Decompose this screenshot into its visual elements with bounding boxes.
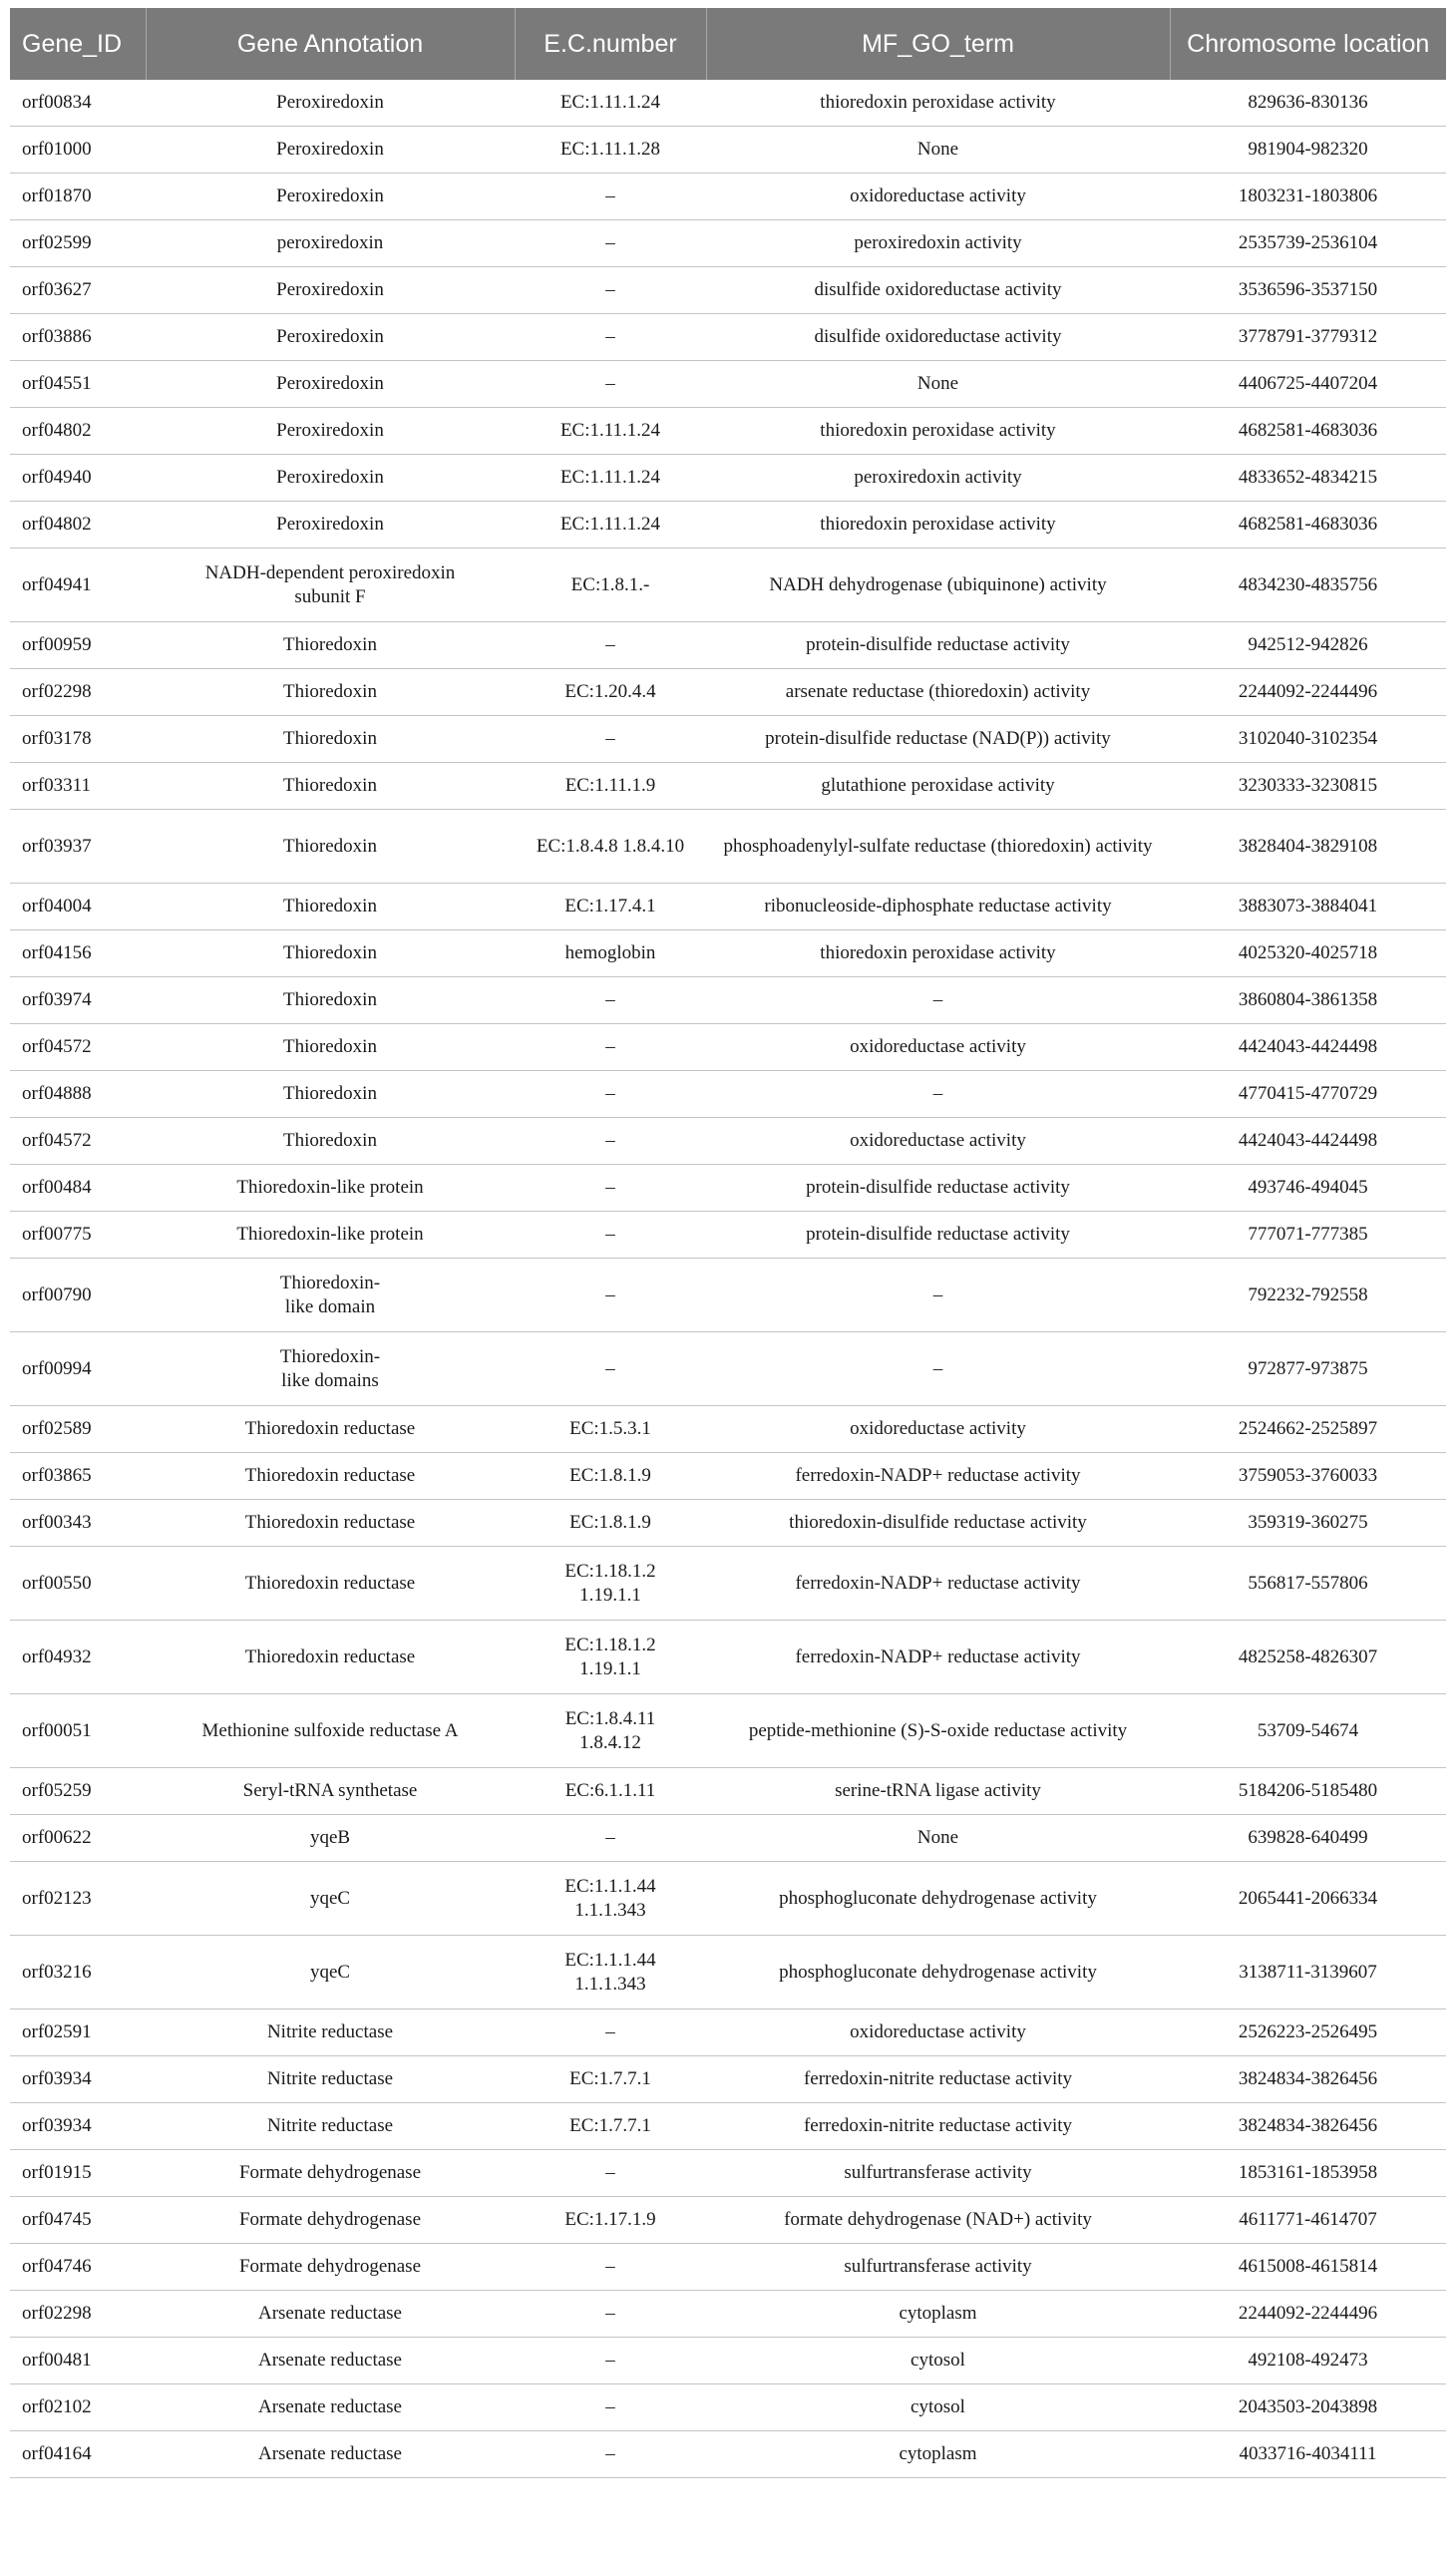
gene-annotation-cell: Thioredoxin reductase — [146, 1621, 515, 1694]
ec-number-cell: – — [515, 977, 706, 1024]
ec-number-cell: EC:1.18.1.2 1.19.1.1 — [515, 1547, 706, 1621]
chromosome-location-cell: 493746-494045 — [1170, 1165, 1446, 1212]
mf-go-term-cell: ferredoxin-NADP+ reductase activity — [706, 1453, 1170, 1500]
chromosome-location-cell: 3828404-3829108 — [1170, 810, 1446, 884]
table-row — [10, 220, 1446, 267]
gene-annotation-cell: Peroxiredoxin — [146, 408, 515, 455]
ec-number-cell: – — [515, 267, 706, 314]
table-row — [10, 930, 1446, 977]
table-row — [10, 267, 1446, 314]
chromosome-location-cell: 359319-360275 — [1170, 1500, 1446, 1547]
ec-number-cell: EC:1.11.1.24 — [515, 80, 706, 127]
gene-id-cell: orf03974 — [10, 977, 146, 1024]
mf-go-term-cell: thioredoxin peroxidase activity — [706, 80, 1170, 127]
gene-id-cell: orf01870 — [10, 174, 146, 220]
ec-number-cell: EC:1.8.1.- — [515, 549, 706, 622]
mf-go-term-cell: cytoplasm — [706, 2291, 1170, 2338]
gene-annotation-cell: Thioredoxin reductase — [146, 1406, 515, 1453]
gene-table-container — [10, 8, 1446, 2478]
chromosome-location-cell: 4682581-4683036 — [1170, 502, 1446, 549]
gene-id-cell: orf00622 — [10, 1815, 146, 1862]
chromosome-location-cell: 942512-942826 — [1170, 622, 1446, 669]
ec-number-cell: EC:1.1.1.44 1.1.1.343 — [515, 1936, 706, 2010]
gene-annotation-cell: Formate dehydrogenase — [146, 2244, 515, 2291]
mf-go-term-cell: ferredoxin-nitrite reductase activity — [706, 2103, 1170, 2150]
chromosome-location-cell: 3778791-3779312 — [1170, 314, 1446, 361]
gene-annotation-cell: Thioredoxin-like protein — [146, 1212, 515, 1259]
gene-annotation-cell: Peroxiredoxin — [146, 314, 515, 361]
gene-annotation-cell: Seryl-tRNA synthetase — [146, 1768, 515, 1815]
gene-id-cell: orf00484 — [10, 1165, 146, 1212]
gene-annotation-cell: yqeC — [146, 1862, 515, 1936]
mf-go-term-cell: – — [706, 1259, 1170, 1332]
ec-number-cell: – — [515, 2338, 706, 2384]
gene-id-cell: orf00994 — [10, 1332, 146, 1406]
gene-id-cell: orf04888 — [10, 1071, 146, 1118]
mf-go-term-cell: glutathione peroxidase activity — [706, 763, 1170, 810]
gene-id-cell: orf04802 — [10, 502, 146, 549]
mf-go-term-cell: cytosol — [706, 2384, 1170, 2431]
chromosome-location-cell: 981904-982320 — [1170, 127, 1446, 174]
ec-number-cell: – — [515, 2431, 706, 2478]
gene-id-cell: orf00550 — [10, 1547, 146, 1621]
gene-annotation-cell: Thioredoxin reductase — [146, 1500, 515, 1547]
chromosome-location-cell: 2526223-2526495 — [1170, 2010, 1446, 2056]
gene-id-cell: orf04745 — [10, 2197, 146, 2244]
table-row — [10, 1500, 1446, 1547]
gene-annotation-cell: Arsenate reductase — [146, 2338, 515, 2384]
ec-number-cell: – — [515, 1815, 706, 1862]
chromosome-location-cell: 5184206-5185480 — [1170, 1768, 1446, 1815]
gene-id-cell: orf02102 — [10, 2384, 146, 2431]
chromosome-location-cell: 792232-792558 — [1170, 1259, 1446, 1332]
table-row — [10, 1768, 1446, 1815]
mf-go-term-cell: peptide-methionine (S)-S-oxide reductase activity — [706, 1694, 1170, 1768]
gene-annotation-cell: Nitrite reductase — [146, 2010, 515, 2056]
table-row — [10, 1936, 1446, 2010]
ec-number-cell: – — [515, 1259, 706, 1332]
ec-number-cell: EC:1.11.1.28 — [515, 127, 706, 174]
ec-number-cell: – — [515, 1212, 706, 1259]
gene-annotation-cell: Peroxiredoxin — [146, 127, 515, 174]
header-ec-number: E.C.number — [515, 8, 706, 80]
gene-annotation-cell: Thioredoxin- like domains — [146, 1332, 515, 1406]
gene-id-cell: orf00051 — [10, 1694, 146, 1768]
table-row — [10, 669, 1446, 716]
chromosome-location-cell: 972877-973875 — [1170, 1332, 1446, 1406]
ec-number-cell: – — [515, 1024, 706, 1071]
ec-number-cell: – — [515, 622, 706, 669]
mf-go-term-cell: oxidoreductase activity — [706, 1118, 1170, 1165]
gene-annotation-cell: Thioredoxin — [146, 1118, 515, 1165]
mf-go-term-cell: cytoplasm — [706, 2431, 1170, 2478]
ec-number-cell: – — [515, 716, 706, 763]
mf-go-term-cell: None — [706, 361, 1170, 408]
chromosome-location-cell: 2043503-2043898 — [1170, 2384, 1446, 2431]
ec-number-cell: – — [515, 2010, 706, 2056]
table-row — [10, 763, 1446, 810]
gene-annotation-cell: peroxiredoxin — [146, 220, 515, 267]
table-row — [10, 80, 1446, 127]
gene-id-cell: orf04932 — [10, 1621, 146, 1694]
gene-id-cell: orf05259 — [10, 1768, 146, 1815]
chromosome-location-cell: 777071-777385 — [1170, 1212, 1446, 1259]
chromosome-location-cell: 4833652-4834215 — [1170, 455, 1446, 502]
header-gene-id: Gene_ID — [10, 8, 146, 80]
table-row — [10, 2103, 1446, 2150]
gene-id-cell: orf00790 — [10, 1259, 146, 1332]
table-row — [10, 2338, 1446, 2384]
gene-annotation-cell: Arsenate reductase — [146, 2431, 515, 2478]
gene-annotation-cell: Formate dehydrogenase — [146, 2150, 515, 2197]
gene-id-cell: orf04940 — [10, 455, 146, 502]
table-row — [10, 455, 1446, 502]
ec-number-cell: EC:1.5.3.1 — [515, 1406, 706, 1453]
gene-annotation-cell: yqeC — [146, 1936, 515, 2010]
gene-annotation-cell: Thioredoxin — [146, 1071, 515, 1118]
ec-number-cell: – — [515, 2150, 706, 2197]
gene-annotation-cell: Thioredoxin — [146, 622, 515, 669]
chromosome-location-cell: 4424043-4424498 — [1170, 1024, 1446, 1071]
chromosome-location-cell: 3824834-3826456 — [1170, 2056, 1446, 2103]
mf-go-term-cell: thioredoxin peroxidase activity — [706, 408, 1170, 455]
chromosome-location-cell: 4033716-4034111 — [1170, 2431, 1446, 2478]
chromosome-location-cell: 3536596-3537150 — [1170, 267, 1446, 314]
table-row — [10, 502, 1446, 549]
gene-id-cell: orf00481 — [10, 2338, 146, 2384]
chromosome-location-cell: 2244092-2244496 — [1170, 2291, 1446, 2338]
ec-number-cell: – — [515, 314, 706, 361]
table-row — [10, 810, 1446, 884]
table-row — [10, 361, 1446, 408]
mf-go-term-cell: protein-disulfide reductase (NAD(P)) activity — [706, 716, 1170, 763]
ec-number-cell: EC:1.8.1.9 — [515, 1500, 706, 1547]
chromosome-location-cell: 4825258-4826307 — [1170, 1621, 1446, 1694]
ec-number-cell: EC:1.11.1.9 — [515, 763, 706, 810]
gene-id-cell: orf00775 — [10, 1212, 146, 1259]
gene-annotation-cell: Peroxiredoxin — [146, 361, 515, 408]
table-row — [10, 2150, 1446, 2197]
table-row — [10, 2244, 1446, 2291]
ec-number-cell: EC:1.17.4.1 — [515, 884, 706, 930]
ec-number-cell: EC:1.17.1.9 — [515, 2197, 706, 2244]
ec-number-cell: EC:1.11.1.24 — [515, 408, 706, 455]
ec-number-cell: EC:1.11.1.24 — [515, 455, 706, 502]
mf-go-term-cell: protein-disulfide reductase activity — [706, 1212, 1170, 1259]
mf-go-term-cell: disulfide oxidoreductase activity — [706, 267, 1170, 314]
gene-annotation-cell: NADH-dependent peroxiredoxin subunit F — [146, 549, 515, 622]
ec-number-cell: – — [515, 1332, 706, 1406]
gene-id-cell: orf03178 — [10, 716, 146, 763]
chromosome-location-cell: 3759053-3760033 — [1170, 1453, 1446, 1500]
table-row — [10, 1071, 1446, 1118]
gene-annotation-cell: Thioredoxin- like domain — [146, 1259, 515, 1332]
mf-go-term-cell: ferredoxin-nitrite reductase activity — [706, 2056, 1170, 2103]
table-row — [10, 716, 1446, 763]
chromosome-location-cell: 2244092-2244496 — [1170, 669, 1446, 716]
chromosome-location-cell: 1853161-1853958 — [1170, 2150, 1446, 2197]
mf-go-term-cell: phosphogluconate dehydrogenase activity — [706, 1936, 1170, 2010]
gene-id-cell: orf03311 — [10, 763, 146, 810]
gene-annotation-cell: yqeB — [146, 1815, 515, 1862]
table-body — [10, 80, 1446, 2478]
table-row — [10, 622, 1446, 669]
chromosome-location-cell: 4682581-4683036 — [1170, 408, 1446, 455]
ec-number-cell: EC:1.7.7.1 — [515, 2056, 706, 2103]
chromosome-location-cell: 3860804-3861358 — [1170, 977, 1446, 1024]
ec-number-cell: – — [515, 2384, 706, 2431]
gene-annotation-cell: Thioredoxin — [146, 977, 515, 1024]
mf-go-term-cell: peroxiredoxin activity — [706, 455, 1170, 502]
gene-annotation-cell: Arsenate reductase — [146, 2291, 515, 2338]
table-row — [10, 1621, 1446, 1694]
ec-number-cell: – — [515, 2244, 706, 2291]
gene-annotation-cell: Thioredoxin-like protein — [146, 1165, 515, 1212]
mf-go-term-cell: oxidoreductase activity — [706, 2010, 1170, 2056]
ec-number-cell: EC:1.1.1.44 1.1.1.343 — [515, 1862, 706, 1936]
gene-id-cell: orf04572 — [10, 1024, 146, 1071]
table-row — [10, 1453, 1446, 1500]
table-row — [10, 1547, 1446, 1621]
mf-go-term-cell: thioredoxin peroxidase activity — [706, 502, 1170, 549]
table-row — [10, 884, 1446, 930]
mf-go-term-cell: serine-tRNA ligase activity — [706, 1768, 1170, 1815]
mf-go-term-cell: None — [706, 1815, 1170, 1862]
table-row — [10, 1862, 1446, 1936]
gene-annotation-cell: Peroxiredoxin — [146, 502, 515, 549]
mf-go-term-cell: ribonucleoside-diphosphate reductase activity — [706, 884, 1170, 930]
mf-go-term-cell: protein-disulfide reductase activity — [706, 1165, 1170, 1212]
mf-go-term-cell: ferredoxin-NADP+ reductase activity — [706, 1621, 1170, 1694]
ec-number-cell: – — [515, 1165, 706, 1212]
gene-id-cell: orf04004 — [10, 884, 146, 930]
gene-id-cell: orf01915 — [10, 2150, 146, 2197]
chromosome-location-cell: 3230333-3230815 — [1170, 763, 1446, 810]
gene-id-cell: orf04746 — [10, 2244, 146, 2291]
gene-annotation-cell: Methionine sulfoxide reductase A — [146, 1694, 515, 1768]
mf-go-term-cell: disulfide oxidoreductase activity — [706, 314, 1170, 361]
chromosome-location-cell: 3138711-3139607 — [1170, 1936, 1446, 2010]
gene-id-cell: orf03865 — [10, 1453, 146, 1500]
chromosome-location-cell: 3824834-3826456 — [1170, 2103, 1446, 2150]
chromosome-location-cell: 492108-492473 — [1170, 2338, 1446, 2384]
table-row — [10, 314, 1446, 361]
table-row — [10, 408, 1446, 455]
chromosome-location-cell: 3883073-3884041 — [1170, 884, 1446, 930]
gene-annotation-cell: Thioredoxin reductase — [146, 1453, 515, 1500]
ec-number-cell: – — [515, 1071, 706, 1118]
ec-number-cell: – — [515, 2291, 706, 2338]
chromosome-location-cell: 53709-54674 — [1170, 1694, 1446, 1768]
gene-id-cell: orf03216 — [10, 1936, 146, 2010]
chromosome-location-cell: 2524662-2525897 — [1170, 1406, 1446, 1453]
chromosome-location-cell: 2065441-2066334 — [1170, 1862, 1446, 1936]
gene-id-cell: orf04156 — [10, 930, 146, 977]
table-row — [10, 1212, 1446, 1259]
gene-annotation-cell: Thioredoxin — [146, 669, 515, 716]
ec-number-cell: EC:1.7.7.1 — [515, 2103, 706, 2150]
gene-id-cell: orf04572 — [10, 1118, 146, 1165]
gene-annotation-table — [10, 8, 1446, 2478]
header-chromosome-location: Chromosome location — [1170, 8, 1446, 80]
gene-id-cell: orf04164 — [10, 2431, 146, 2478]
chromosome-location-cell: 3102040-3102354 — [1170, 716, 1446, 763]
gene-annotation-cell: Thioredoxin reductase — [146, 1547, 515, 1621]
chromosome-location-cell: 1803231-1803806 — [1170, 174, 1446, 220]
table-row — [10, 2010, 1446, 2056]
chromosome-location-cell: 4424043-4424498 — [1170, 1118, 1446, 1165]
ec-number-cell: EC:1.11.1.24 — [515, 502, 706, 549]
table-row — [10, 2056, 1446, 2103]
mf-go-term-cell: formate dehydrogenase (NAD+) activity — [706, 2197, 1170, 2244]
ec-number-cell: hemoglobin — [515, 930, 706, 977]
header-mf-go-term: MF_GO_term — [706, 8, 1170, 80]
mf-go-term-cell: None — [706, 127, 1170, 174]
table-row — [10, 2197, 1446, 2244]
table-row — [10, 127, 1446, 174]
gene-id-cell: orf03627 — [10, 267, 146, 314]
gene-id-cell: orf02123 — [10, 1862, 146, 1936]
mf-go-term-cell: – — [706, 1071, 1170, 1118]
gene-annotation-cell: Peroxiredoxin — [146, 174, 515, 220]
gene-id-cell: orf00343 — [10, 1500, 146, 1547]
chromosome-location-cell: 4615008-4615814 — [1170, 2244, 1446, 2291]
gene-annotation-cell: Nitrite reductase — [146, 2103, 515, 2150]
gene-annotation-cell: Formate dehydrogenase — [146, 2197, 515, 2244]
ec-number-cell: EC:1.8.4.11 1.8.4.12 — [515, 1694, 706, 1768]
header-gene-annotation: Gene Annotation — [146, 8, 515, 80]
gene-annotation-cell: Peroxiredoxin — [146, 80, 515, 127]
ec-number-cell: – — [515, 1118, 706, 1165]
table-row — [10, 1694, 1446, 1768]
table-row — [10, 549, 1446, 622]
mf-go-term-cell: thioredoxin peroxidase activity — [706, 930, 1170, 977]
mf-go-term-cell: oxidoreductase activity — [706, 1406, 1170, 1453]
table-row — [10, 2384, 1446, 2431]
gene-id-cell: orf03886 — [10, 314, 146, 361]
table-row — [10, 1406, 1446, 1453]
gene-id-cell: orf04802 — [10, 408, 146, 455]
table-row — [10, 174, 1446, 220]
gene-id-cell: orf02298 — [10, 669, 146, 716]
mf-go-term-cell: peroxiredoxin activity — [706, 220, 1170, 267]
gene-annotation-cell: Arsenate reductase — [146, 2384, 515, 2431]
gene-annotation-cell: Peroxiredoxin — [146, 267, 515, 314]
mf-go-term-cell: cytosol — [706, 2338, 1170, 2384]
mf-go-term-cell: thioredoxin-disulfide reductase activity — [706, 1500, 1170, 1547]
mf-go-term-cell: sulfurtransferase activity — [706, 2244, 1170, 2291]
gene-id-cell: orf01000 — [10, 127, 146, 174]
chromosome-location-cell: 4834230-4835756 — [1170, 549, 1446, 622]
gene-id-cell: orf04551 — [10, 361, 146, 408]
ec-number-cell: EC:1.8.1.9 — [515, 1453, 706, 1500]
gene-annotation-cell: Thioredoxin — [146, 716, 515, 763]
chromosome-location-cell: 4770415-4770729 — [1170, 1071, 1446, 1118]
table-header — [10, 8, 1446, 80]
mf-go-term-cell: – — [706, 1332, 1170, 1406]
mf-go-term-cell: oxidoreductase activity — [706, 174, 1170, 220]
chromosome-location-cell: 4406725-4407204 — [1170, 361, 1446, 408]
mf-go-term-cell: sulfurtransferase activity — [706, 2150, 1170, 2197]
mf-go-term-cell: NADH dehydrogenase (ubiquinone) activity — [706, 549, 1170, 622]
gene-id-cell: orf03934 — [10, 2103, 146, 2150]
table-row — [10, 1118, 1446, 1165]
gene-id-cell: orf04941 — [10, 549, 146, 622]
chromosome-location-cell: 4611771-4614707 — [1170, 2197, 1446, 2244]
chromosome-location-cell: 556817-557806 — [1170, 1547, 1446, 1621]
gene-id-cell: orf00834 — [10, 80, 146, 127]
chromosome-location-cell: 2535739-2536104 — [1170, 220, 1446, 267]
mf-go-term-cell: phosphogluconate dehydrogenase activity — [706, 1862, 1170, 1936]
mf-go-term-cell: – — [706, 977, 1170, 1024]
table-row — [10, 1259, 1446, 1332]
ec-number-cell: EC:6.1.1.11 — [515, 1768, 706, 1815]
mf-go-term-cell: ferredoxin-NADP+ reductase activity — [706, 1547, 1170, 1621]
mf-go-term-cell: oxidoreductase activity — [706, 1024, 1170, 1071]
mf-go-term-cell: protein-disulfide reductase activity — [706, 622, 1170, 669]
table-row — [10, 977, 1446, 1024]
ec-number-cell: – — [515, 174, 706, 220]
gene-id-cell: orf02599 — [10, 220, 146, 267]
gene-annotation-cell: Thioredoxin — [146, 763, 515, 810]
gene-id-cell: orf02591 — [10, 2010, 146, 2056]
table-row — [10, 1815, 1446, 1862]
mf-go-term-cell: phosphoadenylyl-sulfate reductase (thioredoxin) activity — [706, 810, 1170, 884]
ec-number-cell: – — [515, 361, 706, 408]
gene-annotation-cell: Thioredoxin — [146, 930, 515, 977]
header-row — [10, 8, 1446, 80]
chromosome-location-cell: 4025320-4025718 — [1170, 930, 1446, 977]
table-row — [10, 2291, 1446, 2338]
gene-annotation-cell: Thioredoxin — [146, 810, 515, 884]
ec-number-cell: EC:1.18.1.2 1.19.1.1 — [515, 1621, 706, 1694]
table-row — [10, 2431, 1446, 2478]
gene-annotation-cell: Peroxiredoxin — [146, 455, 515, 502]
gene-id-cell: orf03937 — [10, 810, 146, 884]
gene-id-cell: orf02298 — [10, 2291, 146, 2338]
ec-number-cell: – — [515, 220, 706, 267]
gene-id-cell: orf02589 — [10, 1406, 146, 1453]
gene-annotation-cell: Nitrite reductase — [146, 2056, 515, 2103]
ec-number-cell: EC:1.20.4.4 — [515, 669, 706, 716]
chromosome-location-cell: 829636-830136 — [1170, 80, 1446, 127]
gene-id-cell: orf00959 — [10, 622, 146, 669]
mf-go-term-cell: arsenate reductase (thioredoxin) activity — [706, 669, 1170, 716]
gene-id-cell: orf03934 — [10, 2056, 146, 2103]
table-row — [10, 1024, 1446, 1071]
gene-annotation-cell: Thioredoxin — [146, 884, 515, 930]
table-row — [10, 1165, 1446, 1212]
gene-annotation-cell: Thioredoxin — [146, 1024, 515, 1071]
chromosome-location-cell: 639828-640499 — [1170, 1815, 1446, 1862]
ec-number-cell: EC:1.8.4.8 1.8.4.10 — [515, 810, 706, 884]
table-row — [10, 1332, 1446, 1406]
